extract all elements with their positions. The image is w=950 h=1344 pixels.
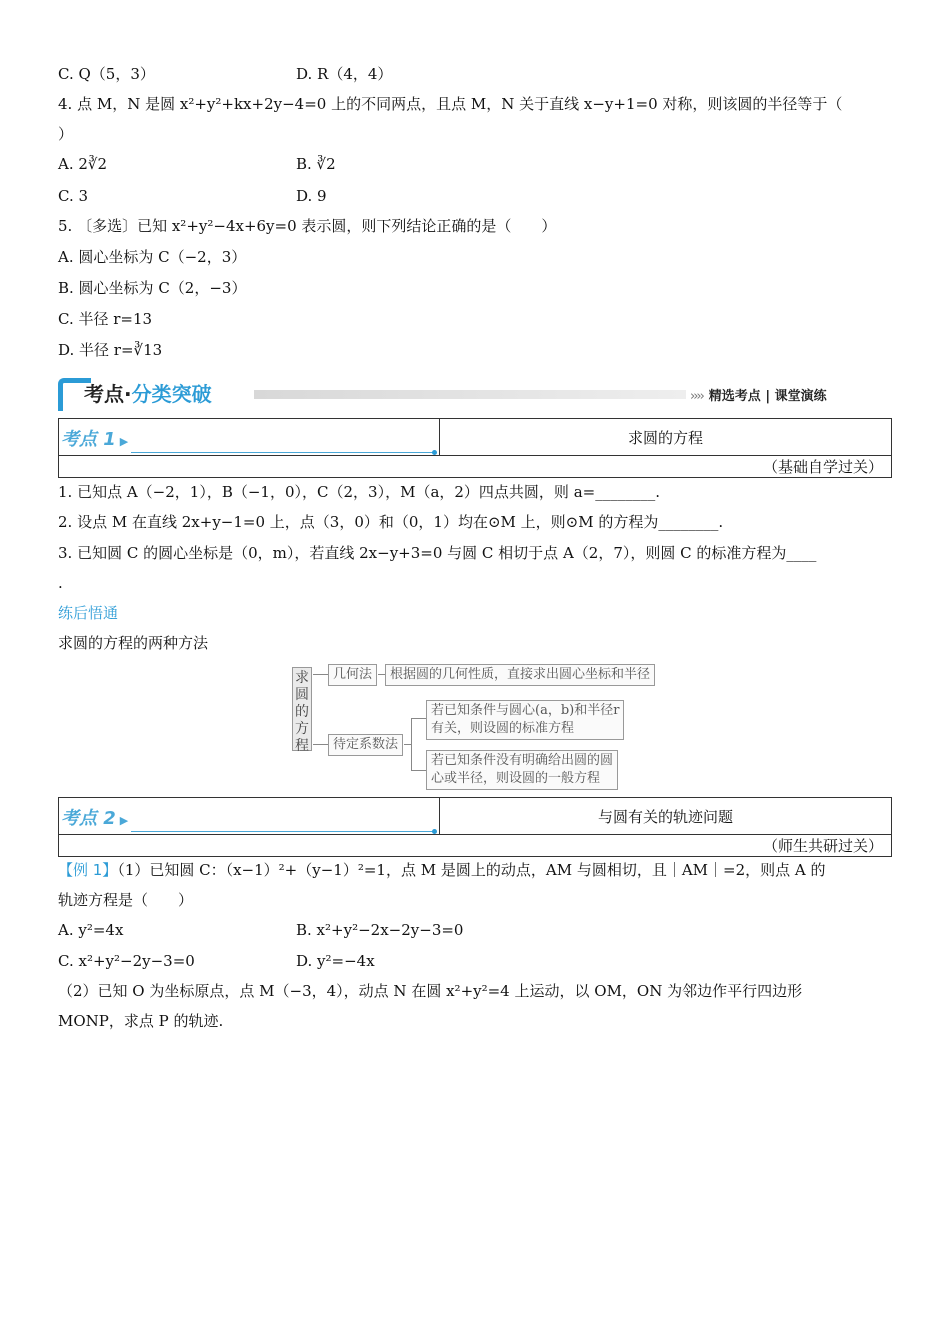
triangle-icon: ▶	[119, 435, 129, 448]
kp1-question-3-end: .	[58, 574, 63, 592]
diagram-geo-desc: 根据圆的几何性质，直接求出圆心坐标和半径	[385, 664, 655, 686]
chevrons-icon: ››››	[690, 389, 703, 404]
option-b: B. x²+y²−2x−2y−3=0	[296, 921, 464, 939]
option-b: B. ∛2	[296, 155, 336, 173]
section-banner	[58, 376, 858, 410]
option-c: C. 半径 r=13	[58, 310, 153, 328]
example-1-stem: 【例 1】（1）已知圆 C：（x−1）²+（y−1）²=1，点 M 是圆上的动点，AM 与圆相切，且｜AM｜=2，则点 A 的	[58, 861, 826, 879]
connector	[411, 770, 427, 771]
option-d: D. 半径 r=∛13	[58, 341, 163, 359]
example-1-stem-cont: 轨迹方程是（ ）	[58, 891, 194, 909]
tag-underline	[131, 831, 435, 832]
kp1-question-2: 2. 设点 M 在直线 2x+y−1=0 上，点（3，0）和（0，1）均在⊙M 上，则⊙M 的方程为________.	[58, 513, 724, 531]
option-c: C. 3	[58, 187, 89, 205]
banner-title: 考点·分类突破	[84, 382, 212, 406]
kaodian-2-tag-cell	[59, 798, 440, 835]
kp1-question-1: 1. 已知点 A（−2，1），B（−1，0），C（2，3），M（a，2）四点共圆，则 a=________.	[58, 483, 660, 501]
kaodian-1-tag: 考点 1 ▶	[61, 429, 129, 450]
connector	[411, 718, 412, 770]
question-4-stem: 4. 点 M，N 是圆 x²+y²+kx+2y−4=0 上的不同两点，且点 M，N 关于直线 x−y+1=0 对称，则该圆的半径等于（	[58, 95, 843, 113]
option-d: D. 9	[296, 187, 327, 205]
example-1-part-2-cont: MONP，求点 P 的轨迹.	[58, 1012, 224, 1030]
connector	[313, 744, 329, 745]
option-a: A. y²=4x	[58, 921, 124, 939]
question-4-stem-tail: ）	[58, 125, 74, 143]
method-title: 求圆的方程的两种方法	[58, 634, 209, 652]
diagram-geo-method: 几何法	[328, 664, 377, 686]
kp1-question-3: 3. 已知圆 C 的圆心坐标是（0，m），若直线 2x−y+3=0 与圆 C 相切于点 A（2，7），则圆 C 的标准方程为____	[58, 544, 817, 562]
kaodian-1-title: 求圆的方程	[440, 419, 892, 456]
option-d: D. y²=−4x	[296, 952, 375, 970]
option-a: A. 圆心坐标为 C（−2，3）	[58, 248, 247, 266]
example-1-part-2: （2）已知 O 为坐标原点，点 M（−3，4），动点 N 在圆 x²+y²=4 上运动，以 OM，ON 为邻边作平行四边形	[58, 982, 803, 1000]
kaodian-2-note: （师生共研过关）	[59, 835, 892, 857]
triangle-icon: ▶	[119, 814, 129, 827]
option-a: A. 2∛2	[58, 155, 108, 173]
tag-underline	[131, 452, 435, 453]
banner-bar	[254, 390, 686, 399]
diagram-undet-desc-1: 若已知条件与圆心(a，b)和半径r 有关，则设圆的标准方程	[426, 700, 624, 740]
question-5-stem: 5. 〔多选〕已知 x²+y²−4x+6y=0 表示圆，则下列结论正确的是（ ）	[58, 217, 557, 235]
kaodian-2-tag: 考点 2 ▶	[61, 808, 129, 829]
kaodian-1-note: （基础自学过关）	[59, 456, 892, 478]
diagram-root: 求圆的方程	[292, 667, 312, 751]
connector	[411, 718, 427, 719]
kaodian-2-header	[58, 797, 892, 857]
option-b: B. 圆心坐标为 C（2，−3）	[58, 279, 247, 297]
connector	[313, 674, 329, 675]
kaodian-1-tag-cell	[59, 419, 440, 456]
diagram-undet-method: 待定系数法	[328, 734, 403, 756]
kaodian-1-header	[58, 418, 892, 478]
example-label: 【例 1】	[58, 861, 118, 879]
option-c: C. x²+y²−2y−3=0	[58, 952, 195, 970]
option-d: D. R（4，4）	[296, 65, 393, 83]
kaodian-2-title: 与圆有关的轨迹问题	[440, 798, 892, 835]
diagram-undet-desc-2: 若已知条件没有明确给出圆的圆 心或半径，则设圆的一般方程	[426, 750, 618, 790]
banner-subtitle: ›››› 精选考点 | 课堂演练	[690, 389, 827, 404]
option-c: C. Q（5，3）	[58, 65, 155, 83]
lianhou-heading: 练后悟通	[58, 604, 119, 622]
